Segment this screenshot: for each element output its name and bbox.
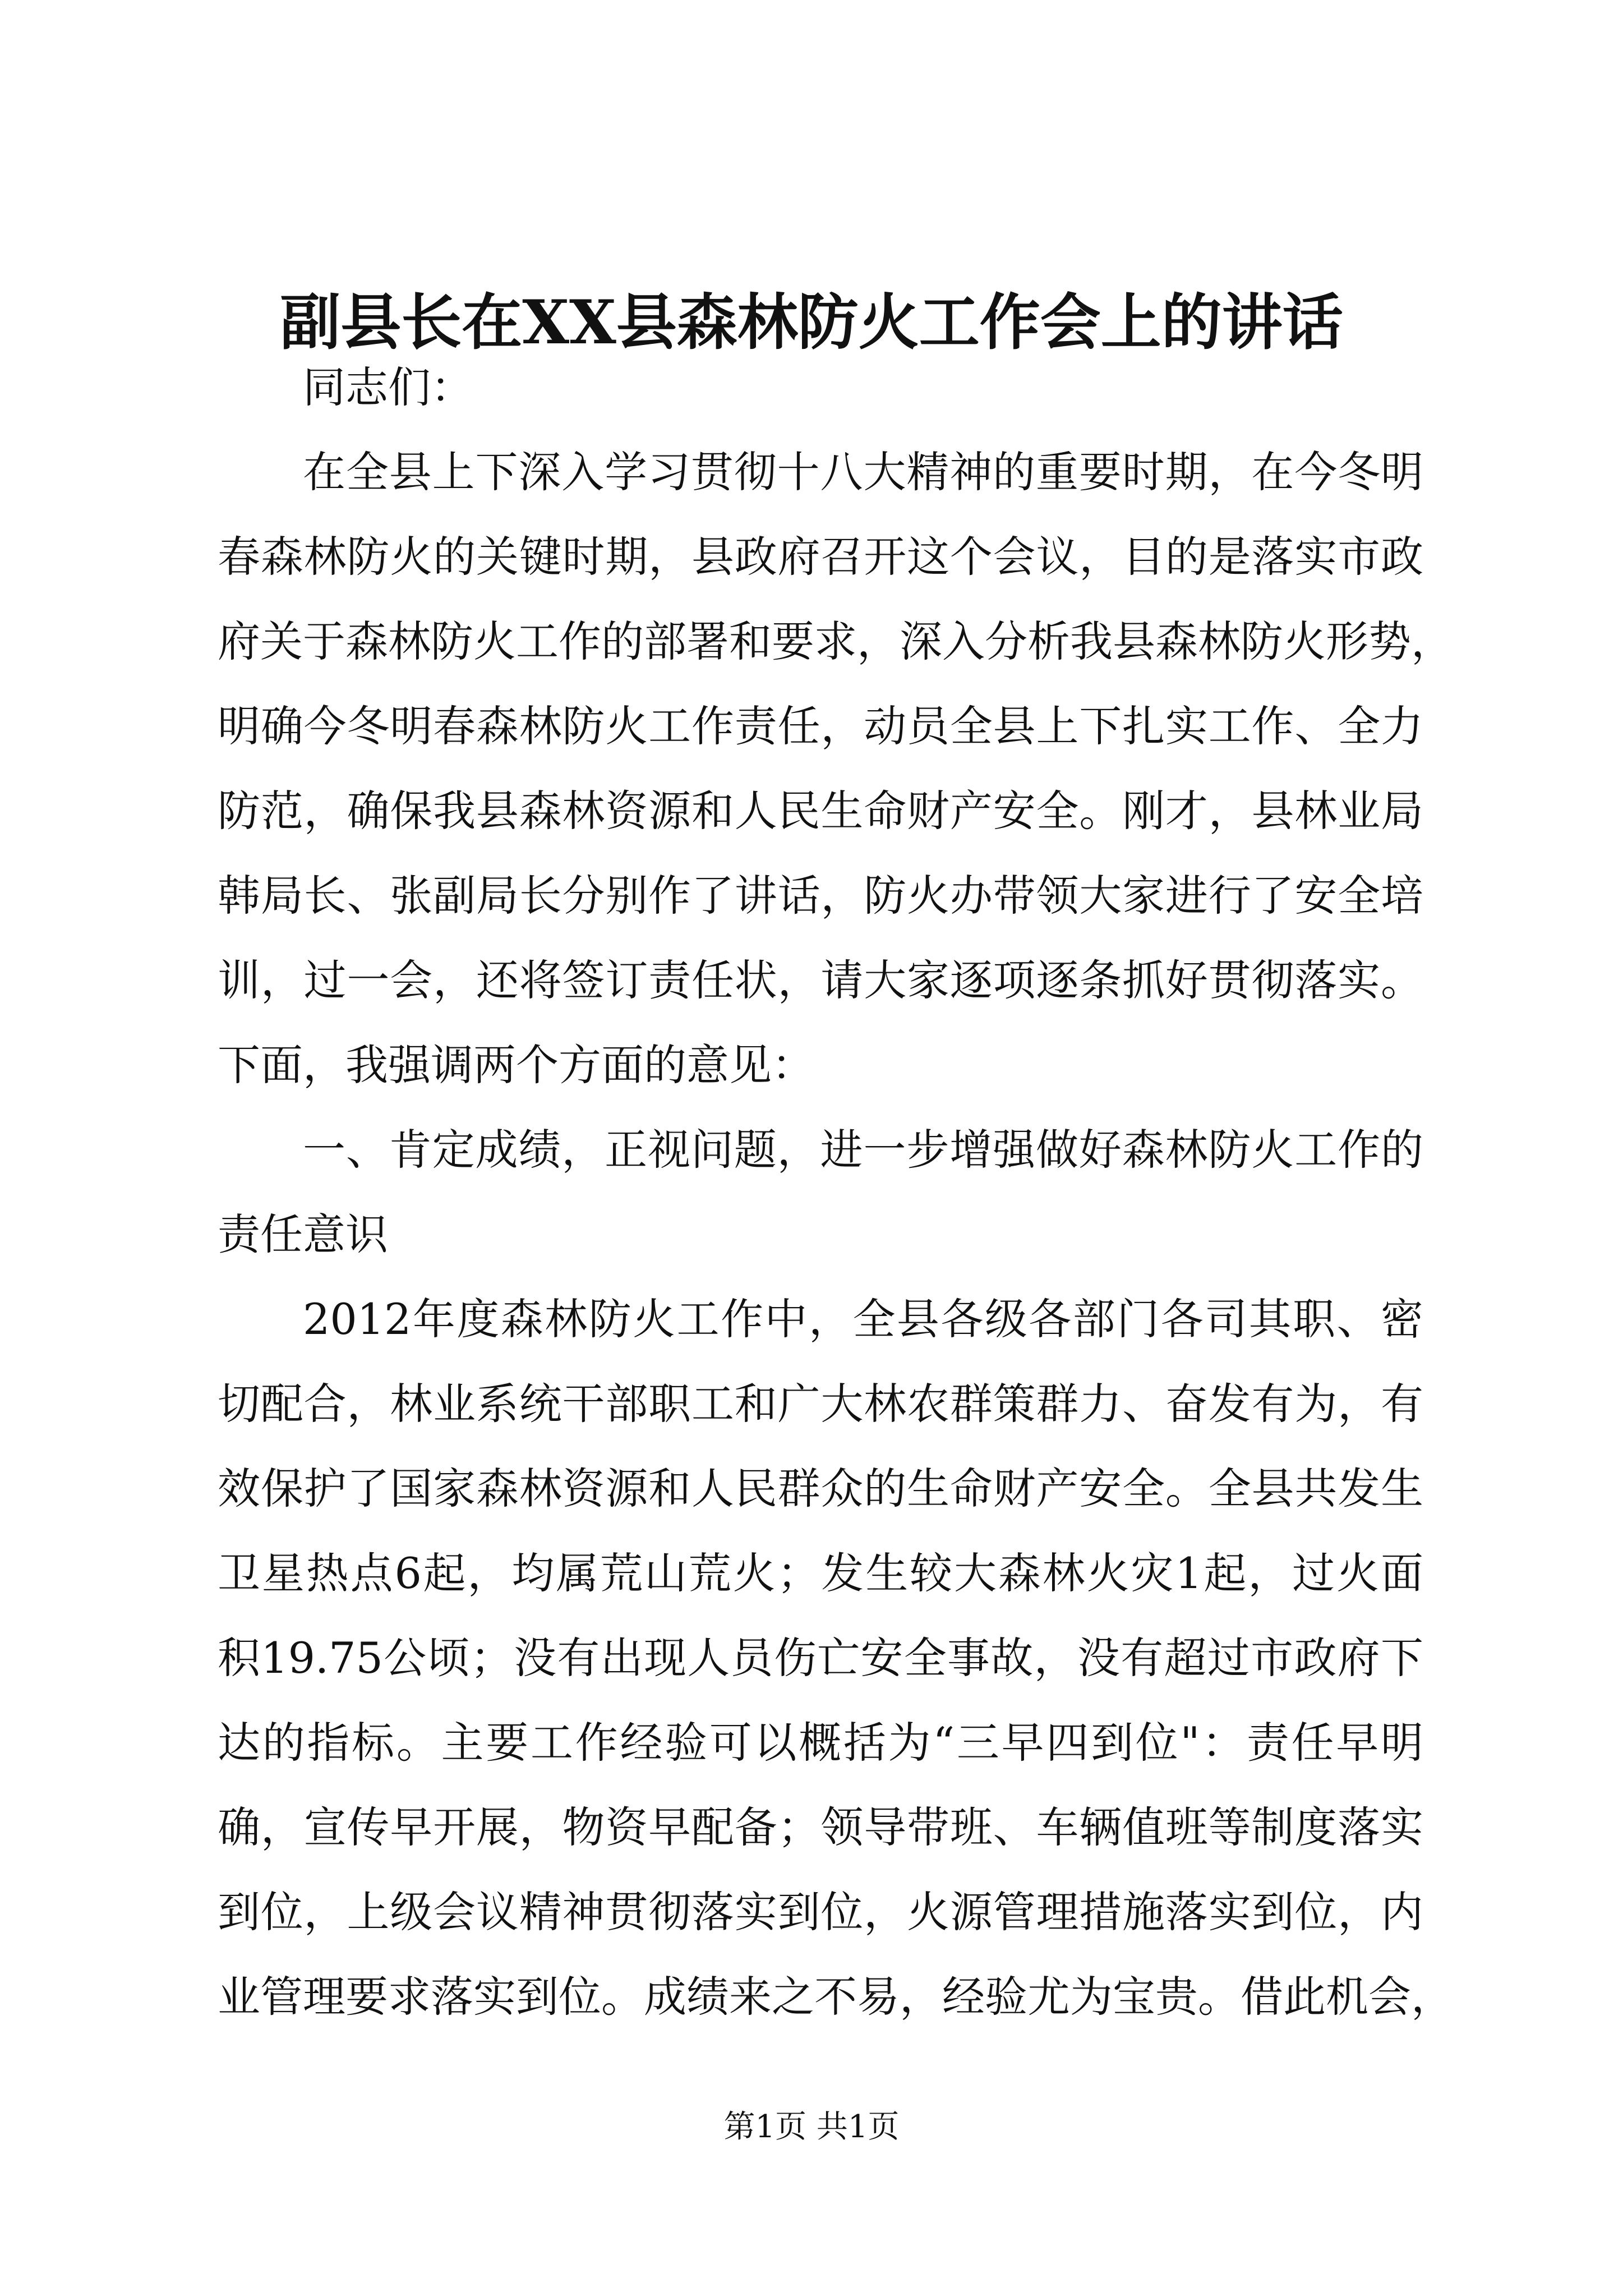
salutation: 同志们： <box>303 362 473 412</box>
paragraph-line: 达的指标。主要工作经验可以概括为“三早四到位"：责任早明 <box>218 1718 1423 1768</box>
paragraph-line: 业管理要求落实到位。成绩来之不易，经验尤为宝贵。借此机会， <box>218 1972 1454 2022</box>
document-body <box>218 345 1454 2039</box>
paragraph-line: 防范，确保我县森林资源和人民生命财产安全。刚才，县林业局 <box>218 786 1423 836</box>
document-title: 副县长在XX县森林防火工作会上的讲话 <box>280 287 1343 358</box>
paragraph-line: 下面，我强调两个方面的意见： <box>218 1040 814 1090</box>
paragraph-line: 在全县上下深入学习贯彻十八大精神的重要时期，在今冬明 <box>303 447 1423 497</box>
paragraph-line: 2012年度森林防火工作中，全县各级各部门各司其职、密 <box>303 1294 1423 1344</box>
paragraph-line: 确，宣传早开展，物资早配备；领导带班、车辆值班等制度落实 <box>218 1802 1423 1852</box>
section-heading-line: 责任意识 <box>218 1209 388 1259</box>
paragraph-line: 到位，上级会议精神贯彻落实到位，火源管理措施落实到位，内 <box>218 1887 1423 1937</box>
paragraph-line: 明确今冬明春森林防火工作责任，动员全县上下扎实工作、全力 <box>218 701 1423 751</box>
paragraph-line: 卫星热点6起，均属荒山荒火；发生较大森林火灾1起，过火面 <box>218 1548 1423 1598</box>
page-number-footer: 第1页 共1页 <box>723 2109 900 2145</box>
paragraph-line: 府关于森林防火工作的部署和要求，深入分析我县森林防火形势， <box>218 616 1454 666</box>
paragraph-line: 切配合，林业系统干部职工和广大林农群策群力、奋发有为，有 <box>218 1379 1423 1429</box>
paragraph-line: 训，过一会，还将签订责任状，请大家逐项逐条抓好贯彻落实。 <box>218 955 1423 1005</box>
paragraph-line: 韩局长、张副局长分别作了讲话，防火办带领大家进行了安全培 <box>218 871 1423 921</box>
paragraph-line: 积19.75公顷；没有出现人员伤亡安全事故，没有超过市政府下 <box>218 1633 1423 1683</box>
paragraph-line: 春森林防火的关键时期，县政府召开这个会议，目的是落实市政 <box>218 532 1423 582</box>
section-heading-line: 一、肯定成绩，正视问题，进一步增强做好森林防火工作的 <box>303 1125 1423 1175</box>
paragraph-line: 效保护了国家森林资源和人民群众的生命财产安全。全县共发生 <box>218 1464 1423 1513</box>
